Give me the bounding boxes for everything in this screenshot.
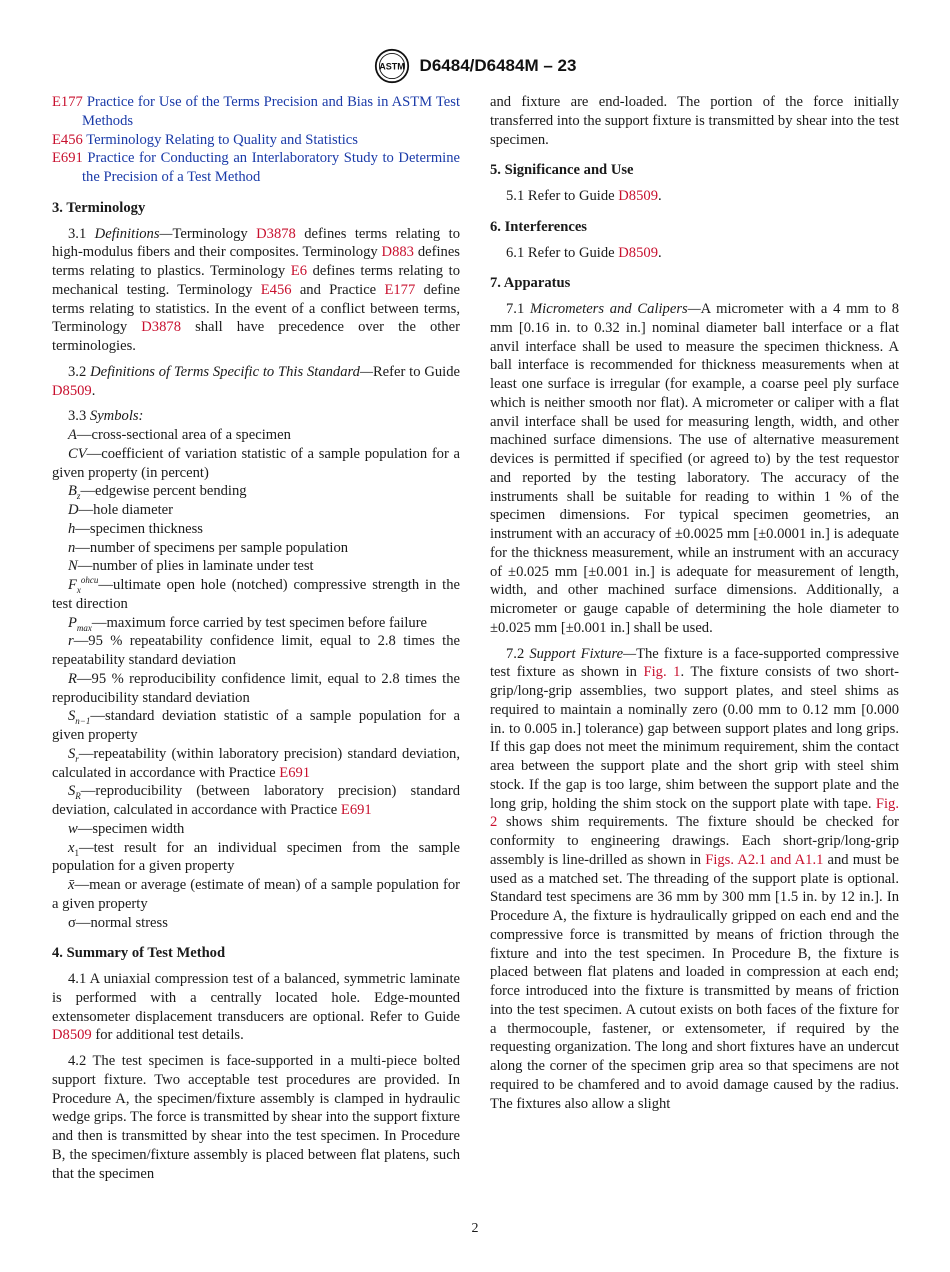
- ref-e177: E177 Practice for Use of the Terms Precision and Bias in ASTM Test Methods: [52, 94, 461, 129]
- section-3-heading: 3. Terminology: [52, 199, 146, 216]
- ref-e691: E691 Practice for Conducting an Interlaboratory Study to Determine the Precision of a Test Method: [52, 150, 461, 185]
- symbol-item: w—specimen width: [68, 820, 185, 837]
- symbol-item: $F_x^{ohcu}—ultimate$ open hole (notched) compressive strength in the test direction: [52, 575, 460, 612]
- astm-logo-icon: [374, 48, 410, 84]
- link-fig-1[interactable]: Fig. 1: [643, 664, 681, 681]
- link-fig-2[interactable]: Fig. 2: [490, 795, 899, 831]
- link-d8509-5[interactable]: D8509: [618, 188, 658, 204]
- page-header: [0, 48, 950, 84]
- symbol-item: r—95 % repeatability confidence limit, equal to 2.8 times the repeatability standard deviation: [52, 633, 460, 668]
- link-e177-inline[interactable]: E177: [384, 281, 416, 298]
- link-d8509-4[interactable]: D8509: [52, 1027, 92, 1044]
- symbols-list: [52, 426, 460, 932]
- symbol-item: $S_r—repeatability$ (within laboratory precision) standard deviation, calculated in accordance with Practice E691: [52, 745, 460, 781]
- para-4-2-continued: and fixture are end-loaded. The portion of the force initially transferred into the support fixture is transmitted by shear into the test specimen.: [490, 94, 899, 148]
- left-column: [52, 93, 460, 1190]
- para-4-1: 4.1 A uniaxial compression test of a balanced, symmetric laminate is performed with a centrally located hole. Edge-mounted extensometer displacement transducers are optional. Refer to Guide D8509 for additional test details.: [52, 971, 460, 1044]
- symbol-item: $B_z—edgewise$ percent bending: [68, 483, 247, 502]
- symbol-item: R—95 % reproducibility confidence limit, equal to 2.8 times the reproducibility standard deviation: [52, 670, 460, 706]
- symbol-item: D—hole diameter: [68, 502, 173, 518]
- referenced-documents: [52, 93, 460, 187]
- link-d8509-6[interactable]: D8509: [618, 244, 658, 261]
- para-7-2: 7.2 Support Fixture—The fixture is a face-supported compressive test fixture as shown in Fig. 1. The fixture consists of two short-grip/long-grip assemblies, two support plates, and steel shims as required to maintain a nominally zero (0.00 mm to 0.12 mm [0.000 in. to 0.005 in.] tolerance) gap between support plates and long grips. If this gap does not meet the minimum requirement, shim the contact area between the support plate and the short grip with steel shim stock. If the gap is too large, shim between the support plate and the long grip, holding the shim stock on the support plate with tape. Fig. 2 shows shim requirements. The fixture should be checked for conformity to engineering drawings. Each short-grip/long-grip assembly is line-drilled as shown in Figs. A2.1 and A1.1 and must be used as a matched set. The threading of the support plate is optional. Standard test specimens are 36 mm by 300 mm [1.5 in. by 12 in.]. In Procedure A, the fixture is hydraulically gripped on each end and the compressive force is transmitted by means of friction through the fixture and into the test specimen. In Procedure B, the fixture is placed between flat platens and loaded in compression at each end; force introduced into the fixture is transmitted by means of friction into the test specimen. A cutout exists on both faces of the fixture for a thermocouple, fastener, or extensometer, if required by the requesting organization. The long and short fixtures have an undercut along the corner of the specimen grip area so that specimens are not required to be chamfered and to avoid damage caused by the radius. The fixtures also allow a slight: [490, 645, 900, 1112]
- link-d8509[interactable]: D8509: [52, 382, 92, 399]
- standard-designation: D6484/D6484M – 23: [419, 56, 577, 75]
- section-4-heading: 4. Summary of Test Method: [52, 945, 226, 962]
- symbol-item: n—number of specimens per sample population: [68, 539, 349, 556]
- symbol-item: $x_1—test$ result for an individual specimen from the sample population for a given property: [52, 839, 460, 875]
- symbol-item: σ—normal stress: [68, 914, 168, 931]
- para-3-1: 3.1 Definitions—Terminology D3878 defines terms relating to high-modulus fibers and their composites. Terminology D883 defines terms relating to plastics. Terminology E6 defines terms relating to mechanical testing. Terminology E456 and Practice E177 define terms relating to statistics. In the event of a conflict between terms, Terminology D3878 shall have precedence over the other terminologies.: [52, 225, 460, 354]
- para-4-2: 4.2 The test specimen is face-supported in a multi-piece bolted support fixture. Two acceptable test procedures are provided. In Procedure A, the specimen/fixture assembly is clamped in hydraulic wedge grips. The force is transmitted by shear into the support fixture and then is transmitted by shear into the test specimen. In Procedure B, the specimen/fixture assembly is placed between flat platens, such that the specimen: [52, 1053, 460, 1182]
- symbol-item: CV—coefficient of variation statistic of a sample population for a given property (in percent): [52, 445, 460, 481]
- para-7-1: 7.1 Micrometers and Calipers—A micrometer with a 4 mm to 8 mm [0.16 in. to 0.32 in.] nominal diameter ball interface or a flat anvil interface shall be used to measure the specimen thickness. A ball interface is recommended for thickness measurements when at least one surface is irregular (for example, a coarse peel ply surface which is neither smooth nor flat). A micrometer or caliper with a flat anvil interface shall be used for measuring length, width, and other machined surface dimensions. The use of alternative measurement devices is permitted if specified (or agreed to) by the test requestor and reported by the testing laboratory. The accuracy of the instruments shall be suitable for reading to within 1 % of the specimen dimensions. For typical specimen geometries, an instrument with an accuracy of ±0.0025 mm [±0.0001 in.] is adequate for the thickness measurement, while an instrument with an accuracy of ±0.025 mm [±0.001 in.] is adequate for measurement of length, width, and other machined surface dimensions. Additionally, a micrometer or gauge capable of determining the hole diameter to ±0.025 mm [±0.001 in.] shall be used.: [490, 301, 899, 636]
- right-column: [490, 93, 899, 1120]
- symbol-item: x̄—mean or average (estimate of mean) of a sample population for a given property: [52, 877, 460, 912]
- link-e691-sR[interactable]: E691: [340, 802, 372, 818]
- section-5-heading: 5. Significance and Use: [490, 162, 634, 179]
- link-e456[interactable]: E456: [52, 131, 83, 148]
- svg-text:ASTM: ASTM: [378, 61, 405, 72]
- link-d883[interactable]: D883: [381, 244, 414, 261]
- link-e456-inline[interactable]: E456: [260, 281, 292, 298]
- para-6-1: 6.1 Refer to Guide D8509.: [506, 244, 662, 261]
- section-6-heading: 6. Interferences: [490, 218, 587, 235]
- para-3-3: 3.3 Symbols:: [68, 408, 144, 425]
- link-figs-a2-1-a1-1[interactable]: Figs. A2.1 and A1.1: [705, 851, 824, 868]
- section-7-heading: 7. Apparatus: [490, 275, 571, 292]
- ref-e456: E456 Terminology Relating to Quality and Statistics: [52, 131, 358, 148]
- link-e177[interactable]: E177: [52, 94, 83, 110]
- para-5-1: 5.1 Refer to Guide D8509.: [506, 188, 662, 204]
- symbol-item: h—specimen thickness: [68, 520, 203, 537]
- symbol-item: $S_{n-1}—standard$ deviation statistic of a sample population for a given property: [52, 708, 460, 743]
- page-number: 2: [471, 1221, 479, 1236]
- para-3-2: 3.2 Definitions of Terms Specific to This Standard—Refer to Guide D8509.: [52, 363, 460, 399]
- link-e691-sr[interactable]: E691: [279, 764, 311, 781]
- link-e691[interactable]: E691: [52, 150, 83, 167]
- symbol-item: A—cross-sectional area of a specimen: [68, 427, 291, 443]
- symbol-item: $P_{max}—maximum$ force carried by test specimen before failure: [68, 614, 428, 633]
- symbol-item: N—number of plies in laminate under test: [68, 558, 314, 575]
- link-d3878-2[interactable]: D3878: [141, 319, 181, 336]
- link-e6[interactable]: E6: [290, 263, 308, 279]
- symbol-item: $S_R—reproducibility$ (between laboratory precision) standard deviation, calculated in accordance with Practice E691: [52, 783, 460, 818]
- link-d3878[interactable]: D3878: [256, 225, 296, 242]
